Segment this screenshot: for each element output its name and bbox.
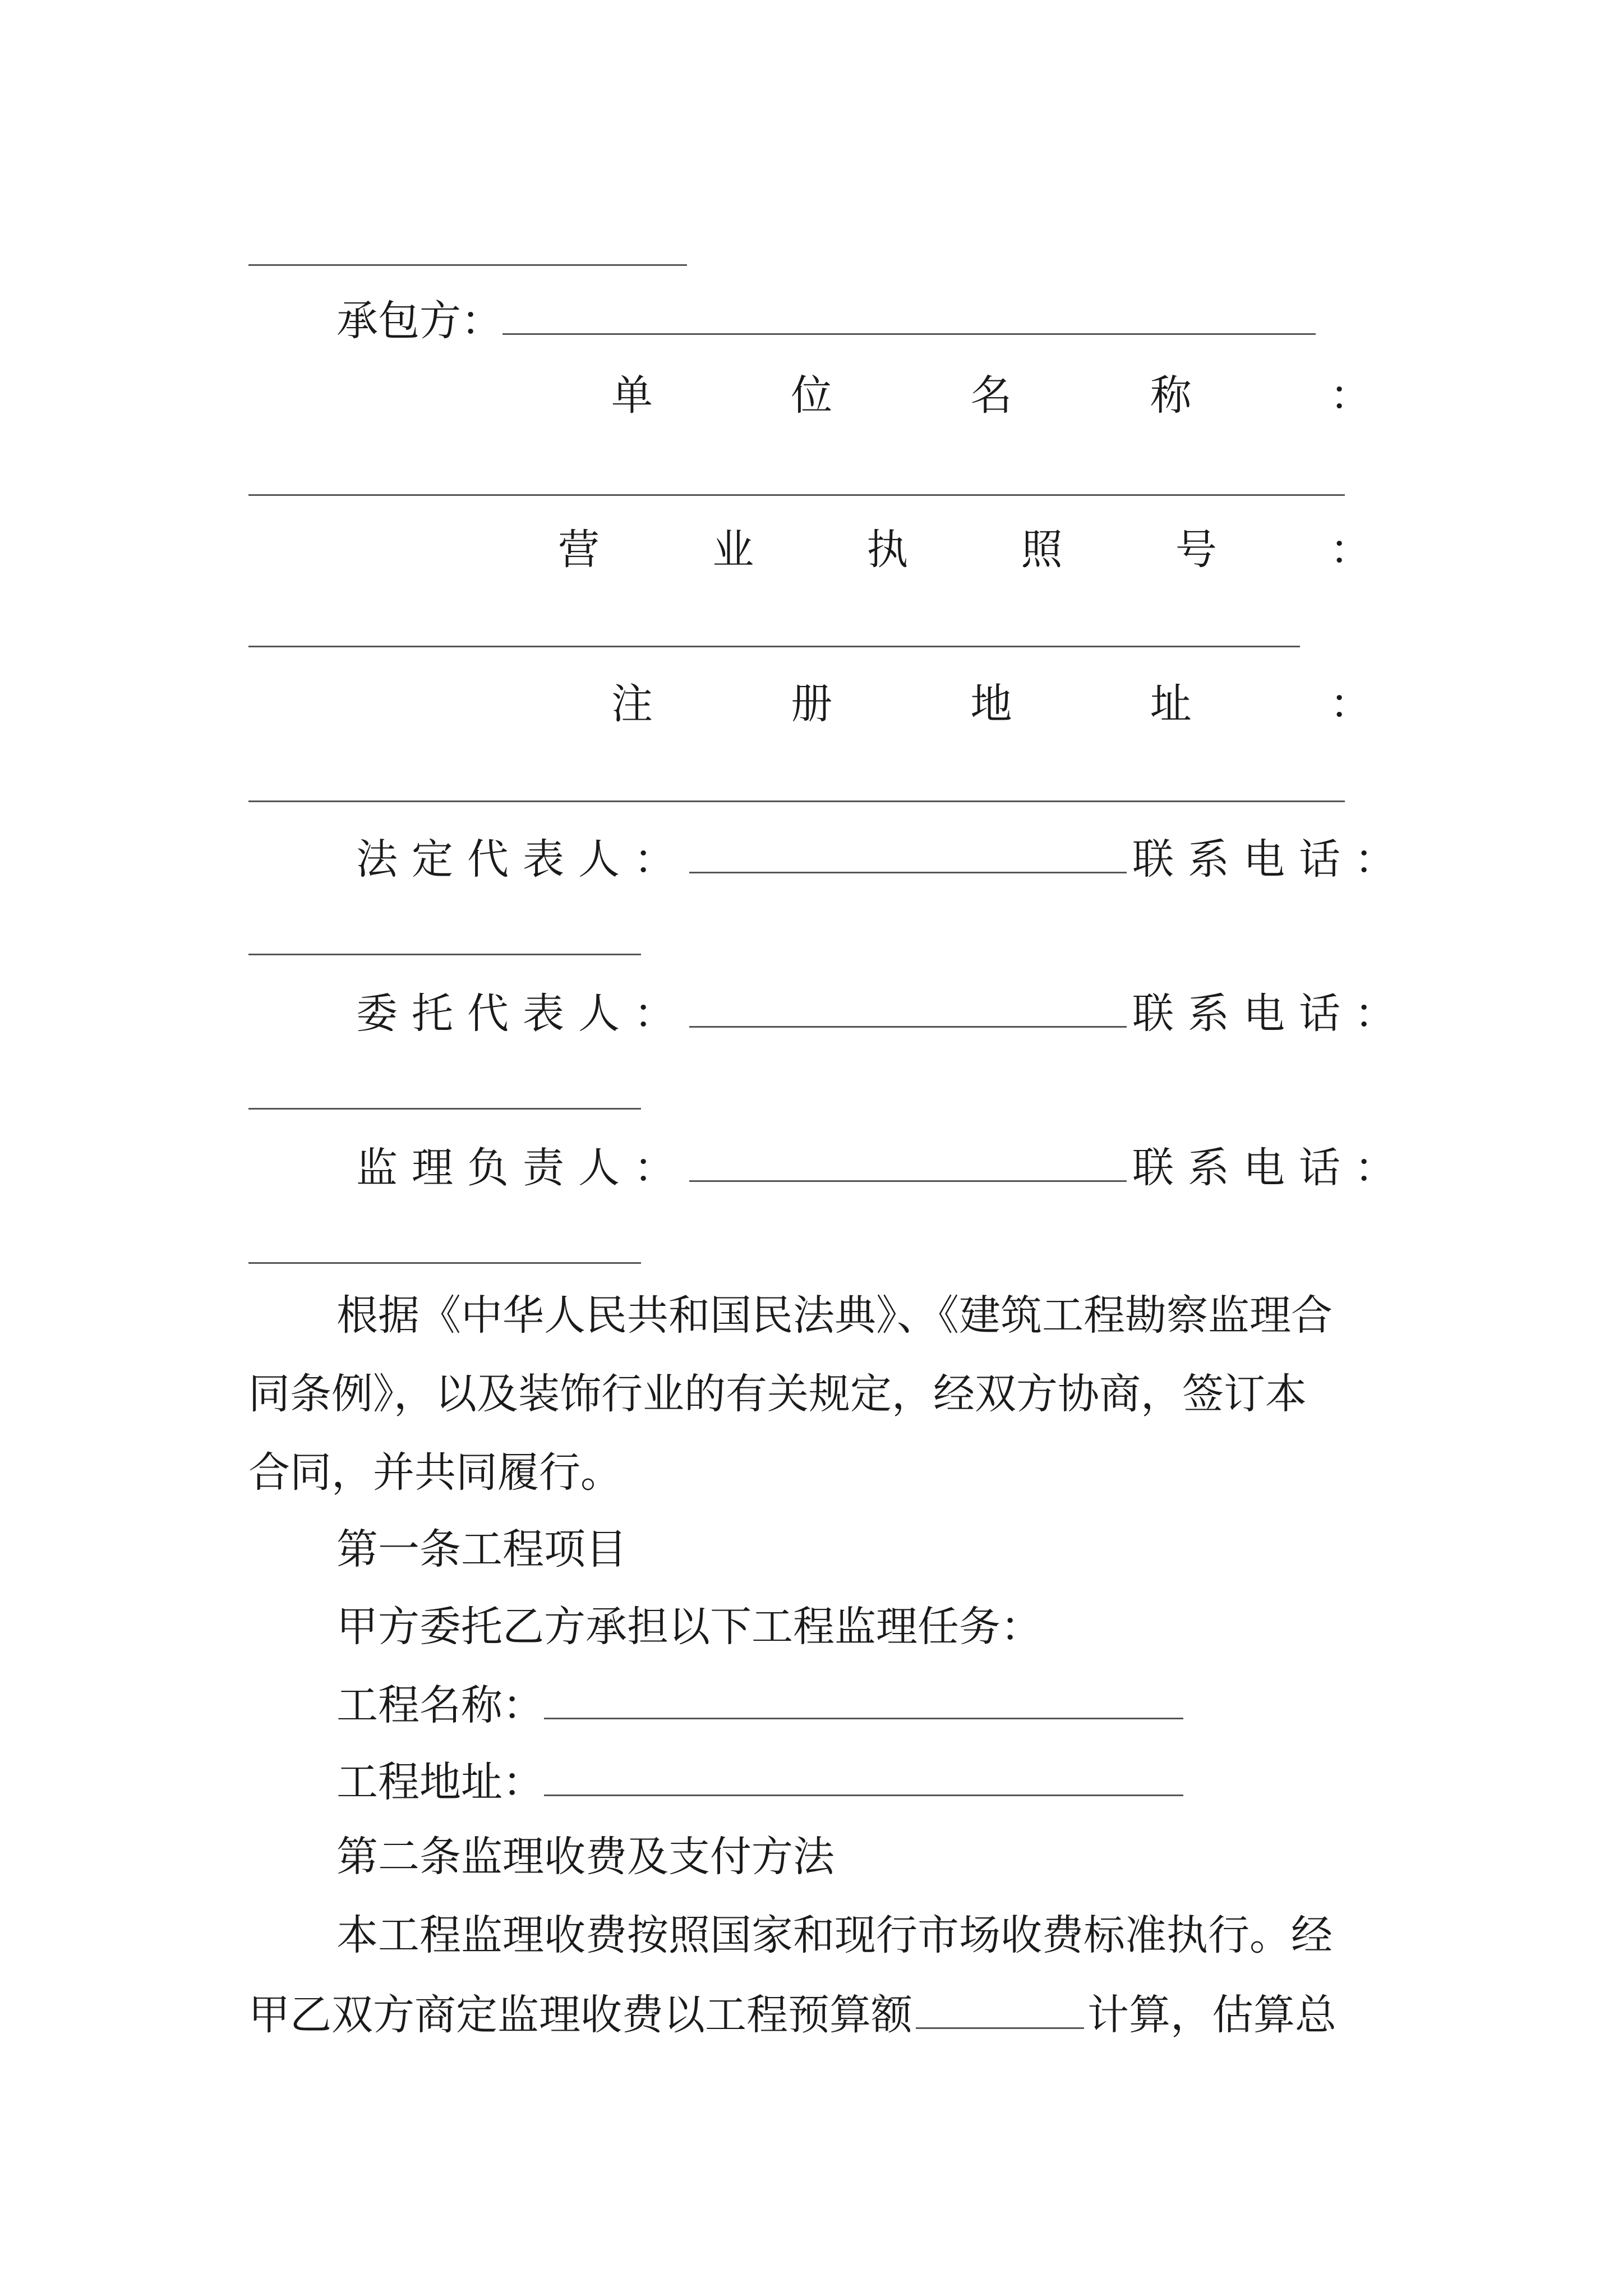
license-char: 营 [558, 526, 600, 574]
budget-rate-blank[interactable] [916, 1986, 1084, 2029]
article1-text: 甲方委托乙方承担以下工程监理任务： [336, 1603, 1042, 1651]
unit-name-label-row [611, 367, 1371, 424]
project-name-blank[interactable] [544, 1676, 1183, 1719]
unit-name-colon: ： [1330, 371, 1371, 420]
supervisor-label: 监理负责人： [356, 1144, 689, 1192]
address-char: 址 [1150, 680, 1192, 728]
entrusted-rep-blank[interactable] [689, 984, 1127, 1028]
entrusted-rep-label: 委托代表人： [356, 990, 689, 1038]
address-char: 册 [791, 680, 833, 728]
legal-rep-phone-blank[interactable] [248, 954, 641, 955]
article2-line-2-a: 甲乙双方商定监理收费以工程预算额 [248, 1991, 912, 2039]
license-blank[interactable] [248, 646, 1300, 647]
license-label-row [558, 522, 1371, 578]
article2-line-1: 本工程监理收费按照国家和现行市场收费标准执行。经 [336, 1911, 1332, 1959]
license-char: 照 [1021, 526, 1063, 574]
supervisor-phone-blank[interactable] [248, 1262, 641, 1264]
project-address-blank[interactable] [544, 1753, 1183, 1796]
project-name-row [336, 1676, 1183, 1733]
address-blank[interactable] [248, 800, 1345, 802]
top-blank-line [248, 264, 687, 266]
entrusted-rep-phone-blank[interactable] [248, 1108, 641, 1110]
entrusted-rep-phone-label: 联系电话： [1132, 990, 1410, 1038]
legal-rep-blank[interactable] [689, 830, 1127, 873]
project-address-row [336, 1753, 1183, 1810]
legal-rep-phone-label: 联系电话： [1132, 835, 1410, 884]
unit-name-char: 单 [611, 371, 653, 420]
entrusted-rep-row [356, 984, 1410, 1042]
license-char: 执 [866, 526, 909, 574]
contractor-line [336, 292, 1316, 349]
legal-rep-label: 法定代表人： [356, 835, 689, 884]
unit-name-blank[interactable] [248, 494, 1345, 496]
license-char: 业 [712, 526, 754, 574]
unit-name-char: 称 [1150, 371, 1192, 420]
project-name-label: 工程名称： [336, 1681, 544, 1729]
license-char: 号 [1175, 526, 1217, 574]
contractor-blank[interactable] [502, 292, 1316, 335]
article2-title: 第二条监理收费及支付方法 [336, 1833, 834, 1881]
legal-rep-row [356, 830, 1410, 887]
project-address-label: 工程地址： [336, 1758, 544, 1806]
preamble-line-3: 合同，并共同履行。 [248, 1448, 622, 1497]
supervisor-phone-label: 联系电话： [1132, 1144, 1410, 1192]
unit-name-char: 位 [791, 371, 833, 420]
supervisor-blank[interactable] [689, 1139, 1127, 1182]
address-char: 地 [970, 680, 1012, 728]
preamble-line-1: 根据《中华人民共和国民法典》、《建筑工程勘察监理合 [336, 1291, 1332, 1340]
address-char: 注 [611, 680, 653, 728]
unit-name-char: 名 [970, 371, 1012, 420]
address-colon: ： [1330, 680, 1371, 728]
address-label-row [611, 676, 1371, 732]
article2-line-2-b: 计算，估算总 [1087, 1991, 1336, 2039]
article1-title: 第一条工程项目 [336, 1525, 627, 1573]
supervisor-row [356, 1139, 1410, 1196]
contractor-label: 承包方： [336, 297, 502, 345]
license-colon: ： [1329, 526, 1371, 574]
preamble-line-2: 同条例》，以及装饰行业的有关规定，经双方协商，签订本 [248, 1370, 1307, 1418]
article2-line-2 [248, 1986, 1336, 2043]
